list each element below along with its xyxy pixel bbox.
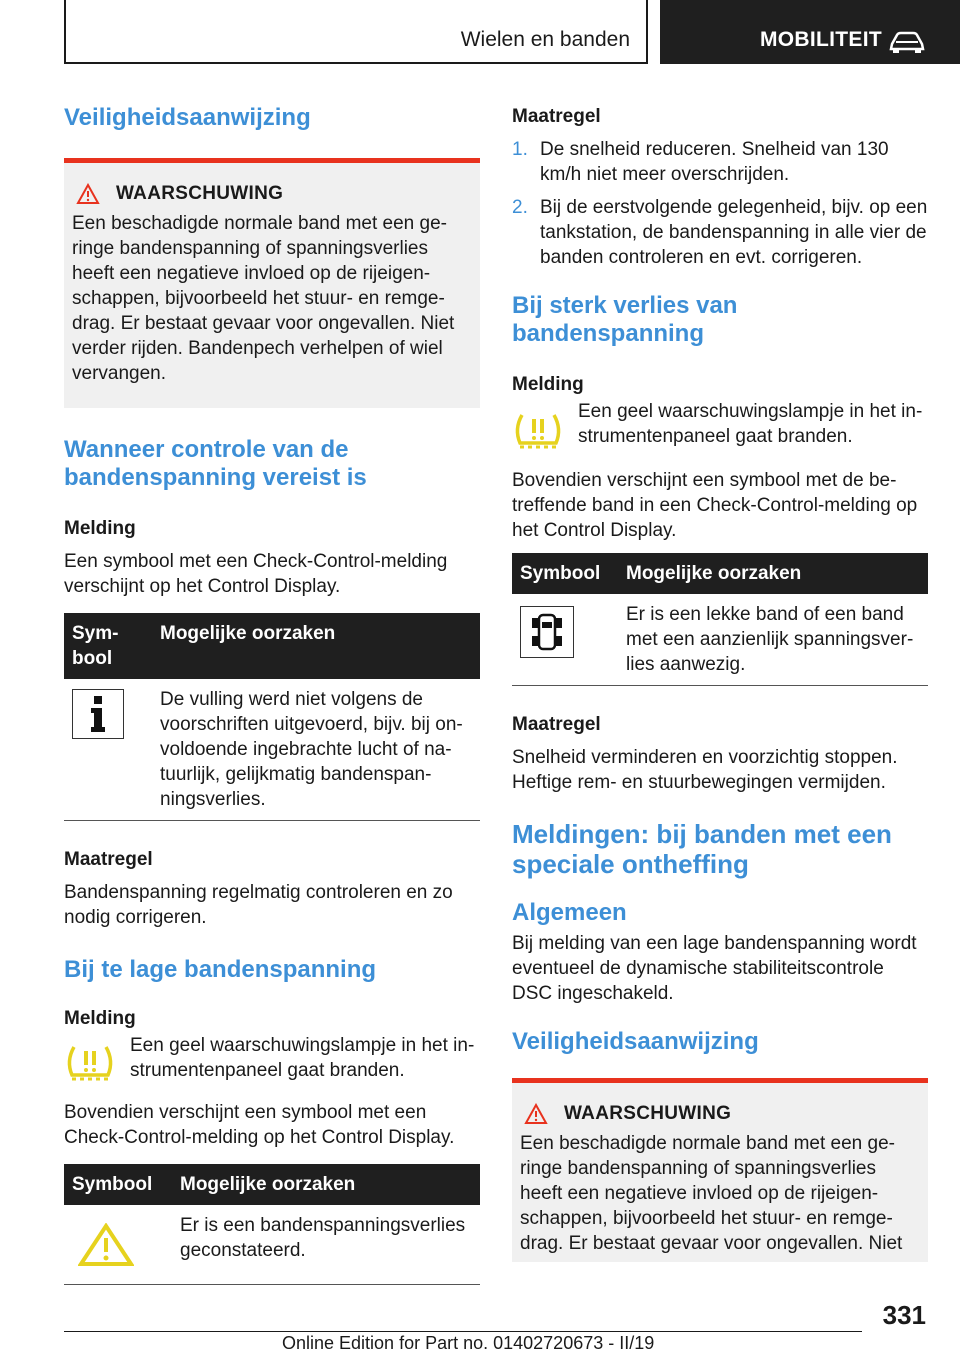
cause-text: Er is een bandenspanningsverlies geconstateerd. <box>172 1205 480 1285</box>
steps-list <box>512 137 928 270</box>
warning-triangle-icon <box>72 1213 164 1274</box>
warning-text: Een beschadigde normale band met een geringe bandenspanning of spanningsverlies heeft een negatieve invloed op de rijeigenschappen, bijvoorbeeld het stuur- en remgedrag. Er bestaat gevaar voor ongevallen. Niet verder rijden. Bandenpech verhelpen of wiel vervangen. <box>72 213 455 384</box>
maatregel-label: Maatregel <box>64 849 153 870</box>
warning-text: Een beschadigde normale band met een geringe bandenspanning of spanningsverlies heeft een negatieve invloed op de rijeigenschappen, bijvoorbeeld het stuur- en remgedrag. Er bestaat gevaar voor ongevallen. Niet <box>520 1133 903 1254</box>
general-heading: Algemeen <box>512 899 627 926</box>
footer-edition: Online Edition for Part no. 01402720673 - II/19 <box>282 1333 655 1353</box>
tire-pressure-lamp-icon <box>512 399 578 456</box>
also-text: Bovendien verschijnt een symbool met een Check-Control-melding op het Control Display. <box>64 1102 455 1148</box>
warning-title: WAARSCHUWING <box>116 183 284 204</box>
safety-heading: Veiligheidsaanwijzing <box>512 1028 759 1055</box>
info-icon <box>72 689 124 739</box>
warning-box <box>512 1078 928 1262</box>
maatregel-label: Maatregel <box>512 714 601 735</box>
header-chapter-box <box>660 0 960 64</box>
warning-triangle-icon <box>76 183 100 205</box>
melding-text: Een geel waarschuwingslampje in het instrumentenpaneel gaat branden. <box>130 1035 475 1081</box>
cause-table <box>512 553 928 686</box>
left-column <box>64 104 480 1285</box>
footer-divider <box>64 1331 862 1332</box>
cause-table <box>64 1164 480 1285</box>
table-row <box>512 594 928 686</box>
page-number: 331 <box>882 1300 926 1330</box>
tire-pressure-lamp-icon <box>64 1033 130 1088</box>
special-tires-heading: Meldingen: bij banden met een speciale ontheffing <box>512 819 892 879</box>
table-header-causes: Mogelijke oorzaken <box>152 613 480 679</box>
maatregel-text: Snelheid verminderen en voorzichtig stoppen. Heftige rem- en stuurbewegingen vermijden. <box>512 747 898 793</box>
melding-text: Een symbool met een Check-Control-melding verschijnt op het Control Display. <box>64 551 448 597</box>
header-section-title: Wielen en banden <box>460 28 630 51</box>
melding-label: Melding <box>64 518 136 539</box>
when-heading: Wanneer controle van de bandenspanning vereist is <box>64 436 367 491</box>
melding-label: Melding <box>512 374 584 395</box>
maatregel-label: Maatregel <box>512 106 601 127</box>
right-column <box>512 104 928 1262</box>
car-tire-icon <box>520 606 574 658</box>
warning-triangle-icon <box>524 1103 548 1125</box>
general-text: Bij melding van een lage bandenspanning wordt eventueel de dynamische stabiliteitscontrole DSC ingeschakeld. <box>512 933 917 1004</box>
cause-table <box>64 613 480 821</box>
header-chapter-title: MOBILITEIT <box>760 28 882 51</box>
car-icon <box>888 30 926 59</box>
low-pressure-heading: Bij te lage bandenspanning <box>64 956 377 983</box>
list-item: 1. De snelheid reduceren. Snelheid van 130 km/h niet meer overschrijden. <box>512 139 889 185</box>
cause-text: De vulling werd niet volgens de voorschriften uitgevoerd, bijv. bij onvoldoende ingebrachte lucht of natuurlijk, gelijkmatig bandenspanningsverlies. <box>152 679 480 821</box>
warning-title: WAARSCHUWING <box>564 1103 732 1124</box>
list-item: 2. Bij de eerstvolgende gelegenheid, bijv. op een tankstation, de bandenspanning in alle vier de banden controleren en evt. corrigeren. <box>512 197 928 268</box>
table-header-symbol: Symbool <box>512 553 618 594</box>
table-row <box>64 679 480 821</box>
maatregel-text: Bandenspanning regelmatig controleren en zo nodig corrigeren. <box>64 882 453 928</box>
melding-label: Melding <box>64 1008 136 1029</box>
safety-heading: Veiligheidsaanwijzing <box>64 104 311 131</box>
table-header-symbol: Symbool <box>64 1164 172 1205</box>
warning-box <box>64 158 480 408</box>
table-header-causes: Mogelijke oorzaken <box>618 553 928 594</box>
also-text: Bovendien verschijnt een symbool met de betreffende band in een Check-Control-melding op het Control Display. <box>512 470 918 541</box>
severe-loss-heading: Bij sterk verlies van bandenspanning <box>512 292 738 347</box>
melding-text: Een geel waarschuwingslampje in het instrumentenpaneel gaat branden. <box>578 401 923 447</box>
table-header-symbol: Symbool <box>64 613 152 679</box>
table-header-causes: Mogelijke oorzaken <box>172 1164 480 1205</box>
cause-text: Er is een lekke band of een band met een aanzienlijk spanningsverlies aanwezig. <box>618 594 928 686</box>
table-row <box>64 1205 480 1285</box>
